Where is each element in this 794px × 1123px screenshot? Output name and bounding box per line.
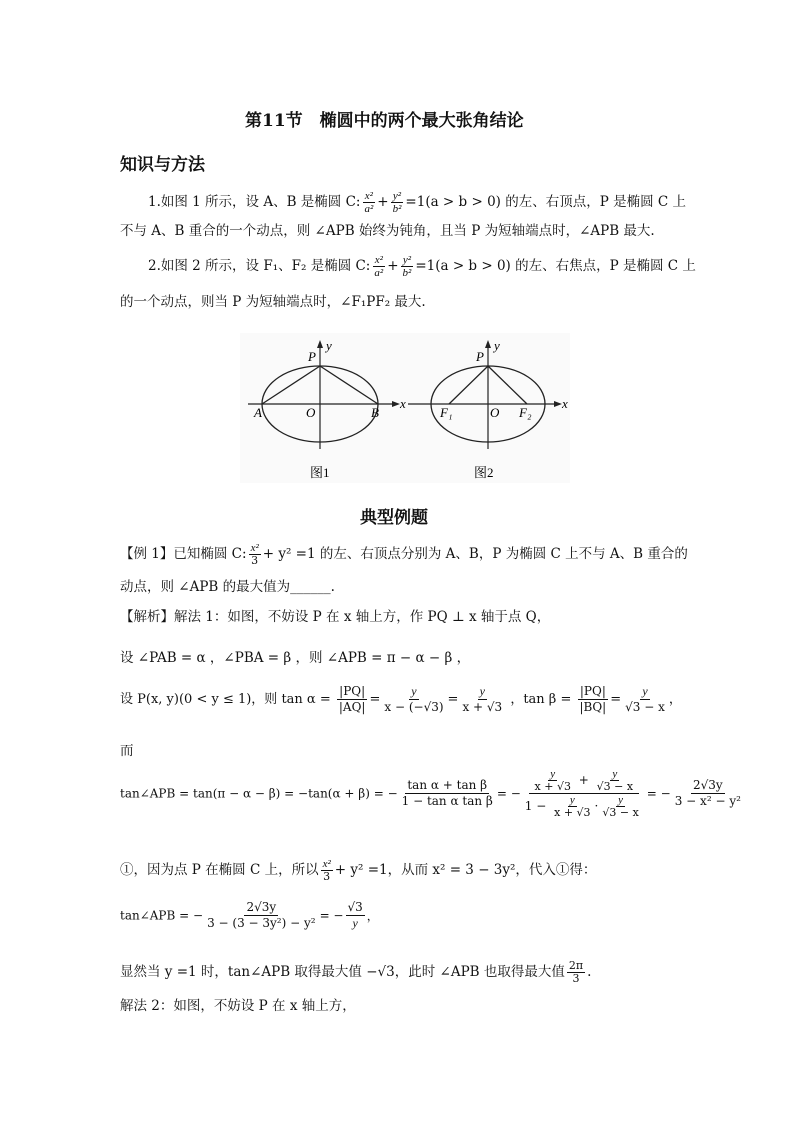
text-fragment: ①，因为点 P 在椭圆 C 上，所以 <box>120 862 319 878</box>
tan-apb-result: tan∠APB = − $\frac{2√3y}{\text{3 − (3 − 3y²) − y²}}$ = − $\frac{√3}{y}$ ， <box>120 900 379 930</box>
solution-line-9: 解法 2：如图，不妨设 P 在 x 轴上方， <box>120 998 356 1014</box>
ellipse-figures <box>240 333 570 483</box>
fraction: $\frac{y}{x + √3}$ <box>462 684 503 714</box>
label-f2: F₂ <box>519 405 532 420</box>
paragraph-1-line-2: 不与 A、B 重合的一个动点，则 ∠APB 始终为钝角，且当 P 为短轴端点时，∠APB 最大. <box>120 223 655 239</box>
fraction: $\frac{\text{y²}}{\text{b²}}$ <box>402 254 412 279</box>
text-fragment: =1(a > b > 0) 的左、右顶点，P 是椭圆 C 上 <box>405 194 687 210</box>
paragraph-2-line-2: 的一个动点，则当 P 为短轴端点时，∠F₁PF₂ 最大. <box>120 294 426 310</box>
text-fragment: 设 P(x, y)(0 < y ≤ 1)，则 tan α = <box>120 692 331 707</box>
solution-line-2: 设 ∠PAB = α ，∠PBA = β ，则 ∠APB = π − α − β ， <box>120 650 471 666</box>
section-heading-knowledge: 知识与方法 <box>120 155 205 175</box>
solution-line-4: 而 <box>120 743 134 759</box>
fraction: $\frac{2√3y}{\text{3 − (3 − 3y²) − y²}}$ <box>207 900 316 930</box>
label-f1: F₁ <box>440 405 453 420</box>
label-y: y <box>494 338 500 353</box>
fraction: $\frac{√3}{y}$ <box>347 900 363 930</box>
fraction: $\frac{\text{x²}}{3}$ <box>322 858 331 883</box>
label-x: x <box>400 396 406 411</box>
paragraph-2-line-1: 2.如图 2 所示，设 F₁、F₂ 是椭圆 C: $\frac{\text{x²}}{\text{a²}}$ + $\frac{\text{y²}}{\text{b²}}$ =1(a > b > 0) 的左、右焦点，P 是椭圆 C 上 <box>148 254 696 279</box>
text-fragment: 2.如图 2 所示，设 F₁、F₂ 是椭圆 C: <box>148 258 371 274</box>
label-y: y <box>326 338 332 353</box>
solution-line-1: 【解析】解法 1：如图，不妨设 P 在 x 轴上方，作 PQ ⊥ x 轴于点 Q， <box>120 609 551 625</box>
solution-line-6 <box>120 858 596 883</box>
fraction: $\frac{y}{x - (-√3)}$ <box>384 684 444 714</box>
solution-line-8: 显然当 y =1 时，tan∠APB 取得最大值 −√3，此时 ∠APB 也取得最大值 $\frac{2\pi}{3}$ . <box>120 959 592 985</box>
paragraph-1-line-1: 1.如图 1 所示，设 A、B 是椭圆 C: $\frac{\text{x²}}{\text{a²}}$ + $\frac{\text{y²}}{\text{b²}}$ =1(a > b > 0) 的左、右顶点，P 是椭圆 C 上 <box>148 190 687 215</box>
label-x: x <box>562 396 568 411</box>
figure-1-caption: 图1 <box>310 465 330 480</box>
label-p: P <box>476 349 484 364</box>
text-fragment: + y² =1 的左、右顶点分别为 A、B，P 为椭圆 C 上不与 A、B 重合的 <box>262 546 688 562</box>
fraction: $\frac{|PQ|}{|BQ|}$ <box>579 684 607 714</box>
text-fragment: 显然当 y =1 时，tan∠APB 取得最大值 −√3，此时 ∠APB 也取得最大值 <box>120 964 565 980</box>
tan-apb-formula: tan∠APB = tan(π − α − β) = −tan(α + β) = − $\frac{\text{tan α + tan β}}{\text{1 − tan α tan β}}$ = − $\frac{y}{x + √3}$ + $\frac{y}{√3 - x}$ 1 − $\frac{y}{x + √3}$ · $\frac{y}{√3 - x}$ = − $\frac{2√3y}{\text{3 − x² − y²}}$ <box>120 768 741 819</box>
text-fragment: 1.如图 1 所示，设 A、B 是椭圆 C: <box>148 194 361 210</box>
label-p: P <box>308 349 316 364</box>
figure-2-caption: 图2 <box>474 465 494 480</box>
fraction: $\frac{y}{x + √3}$ + $\frac{y}{√3 - x}$ 1 − $\frac{y}{x + √3}$ · $\frac{y}{√3 - x}$ <box>524 768 639 819</box>
text-fragment: =1(a > b > 0) 的左、右焦点，P 是椭圆 C 上 <box>415 258 696 274</box>
fraction: $\frac{2√3y}{\text{3 − x² − y²}}$ <box>674 778 741 808</box>
fraction: $\frac{\text{x²}}{3}$ <box>250 542 259 567</box>
figure-panel <box>240 333 570 483</box>
fraction: $\frac{\text{x²}}{\text{a²}}$ <box>364 190 374 215</box>
fraction: $\frac{\text{x²}}{\text{a²}}$ <box>374 254 384 279</box>
label-o: O <box>306 405 316 420</box>
fraction: $\frac{y}{√3 - x}$ <box>625 684 665 714</box>
solution-line-3: 设 P(x, y)(0 < y ≤ 1)，则 tan α = $\frac{|PQ|}{|AQ|}$ = $\frac{y}{x - (-√3)}$ = $\frac{y}{x + √3}$ ，tan β = $\frac{|PQ|}{|BQ|}$ = $\frac{y}{√3 - x}$ ， <box>120 684 682 714</box>
fraction: $\frac{\text{tan α + tan β}}{\text{1 − tan α tan β}}$ <box>401 778 493 808</box>
text-fragment: ，tan β = <box>510 692 572 707</box>
fraction: $\frac{2\pi}{3}$ <box>568 959 584 985</box>
label-a: A <box>254 405 262 420</box>
text-fragment: + y² =1，从而 x² = 3 − 3y²，代入①得： <box>334 862 597 878</box>
label-o: O <box>490 405 500 420</box>
text-fragment: 【例 1】已知椭圆 C: <box>120 546 247 562</box>
label-b: B <box>371 405 379 420</box>
fraction: $\frac{|PQ|}{|AQ|}$ <box>338 684 366 714</box>
fraction: $\frac{\text{y²}}{\text{b²}}$ <box>392 190 402 215</box>
section-heading-examples: 典型例题 <box>360 508 428 528</box>
example-1-line-2: 动点，则 ∠APB 的最大值为______. <box>120 579 335 595</box>
page-title: 第11节 椭圆中的两个最大张角结论 <box>245 111 524 131</box>
example-1-line-1 <box>120 542 688 567</box>
